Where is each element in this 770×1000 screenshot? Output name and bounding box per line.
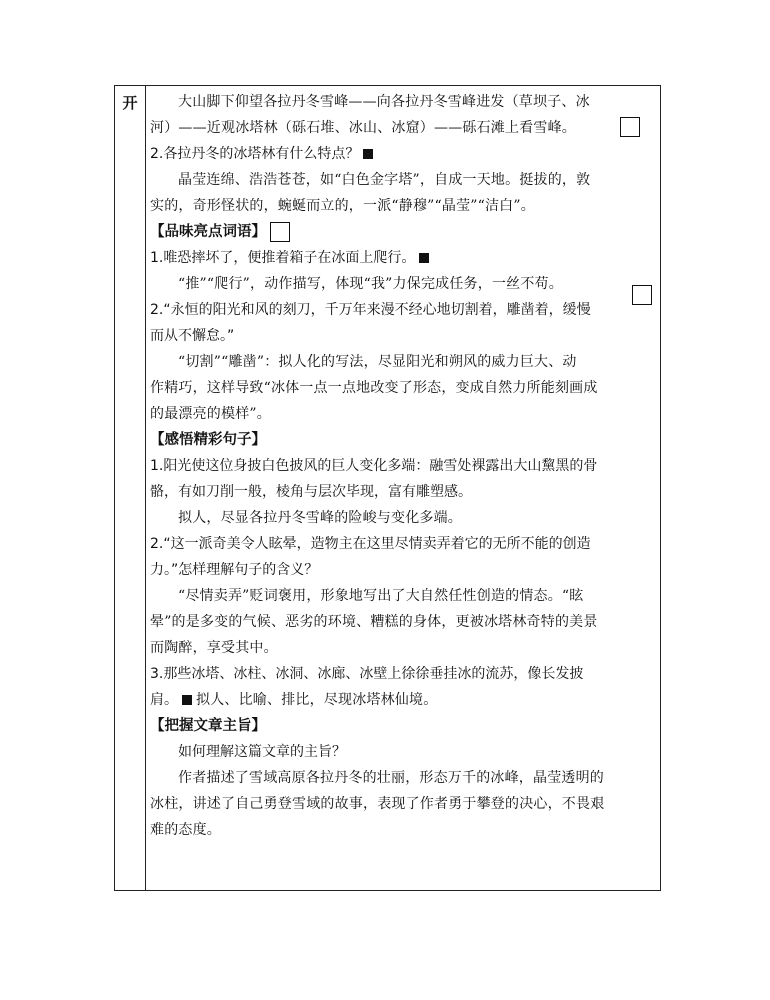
square-marker-icon <box>363 149 373 159</box>
answer-line: “尽情卖弄”贬词褒用，形象地写出了大自然任性创造的情态。“眩 <box>178 588 584 604</box>
section-heading-sentences: 【感悟精彩句子】 <box>150 432 266 448</box>
heading-text: 【品味亮点词语】 <box>150 224 266 240</box>
question-line: 2.“永恒的阳光和风的刻刀，千万年来漫不经心地切割着，雕凿着，缓慢 <box>150 302 591 318</box>
answer-box[interactable] <box>270 222 290 242</box>
side-label: 开 <box>122 94 138 112</box>
question-line: 骼，有如刀削一般，棱角与层次毕现，富有雕塑感。 <box>150 484 472 500</box>
question-tower <box>150 141 658 167</box>
square-marker-icon <box>419 253 429 263</box>
intro-line: 河）——近观冰塔林（砾石堆、冰山、冰窟）——砾石滩上看雪峰。 <box>150 120 576 136</box>
section-heading-theme: 【把握文章主旨】 <box>150 718 266 734</box>
answer-line: “切割”“雕凿”：拟人化的写法，尽显阳光和朔风的威力巨大、动 <box>178 354 577 370</box>
question-text: 1.唯恐摔坏了，便推着箱子在冰面上爬行。 <box>150 250 416 266</box>
answer-line: 而陶醉，享受其中。 <box>150 640 278 656</box>
question-text: 肩。 <box>150 692 178 708</box>
answer-line: 冰柱，讲述了自己勇登雪域的故事，表现了作者勇于攀登的决心，不畏艰 <box>150 796 605 812</box>
intro-line: 大山脚下仰望各拉丹冬雪峰——向各拉丹冬雪峰进发（草坝子、冰 <box>178 94 590 110</box>
content-area <box>150 89 658 843</box>
question-line: 1.阳光使这位身披白色披风的巨人变化多端：融雪处裸露出大山黧黑的骨 <box>150 458 598 474</box>
question-text: 2.各拉丹冬的冰塔林有什么特点？ <box>150 146 360 162</box>
column-divider <box>145 85 146 891</box>
answer-line: 晶莹连绵、浩浩苍苍，如“白色金字塔”，自成一天地。挺拔的，敦 <box>178 172 591 188</box>
question-line: 而从不懈怠。” <box>150 328 235 344</box>
answer-line: 的最漂亮的模样”。 <box>150 406 271 422</box>
answer-line: 晕”的是多变的气候、恶劣的环境、糟糕的身体，更被冰塔林奇特的美景 <box>150 614 598 630</box>
section-heading-words <box>150 219 658 245</box>
question-line: 力。”怎样理解句子的含义？ <box>150 562 319 578</box>
question-sentence-3 <box>150 687 658 713</box>
answer-line: 实的，奇形怪状的，蜿蜒而立的，一派“静穆”“晶莹”“洁白”。 <box>150 198 535 214</box>
answer-line: 作者描述了雪域高原各拉丹冬的壮丽，形态万千的冰峰，晶莹透明的 <box>178 770 604 786</box>
question-theme: 如何理解这篇文章的主旨？ <box>178 744 346 760</box>
answer-text: 拟人、比喻、排比，尽现冰塔林仙境。 <box>196 692 438 708</box>
question-word-1 <box>150 245 658 271</box>
answer-line: 难的态度。 <box>150 822 221 838</box>
answer-line: 拟人，尽显各拉丹冬雪峰的险峻与变化多端。 <box>178 510 462 526</box>
question-line: 3.那些冰塔、冰柱、冰洞、冰廊、冰壁上徐徐垂挂冰的流苏，像长发披 <box>150 666 584 682</box>
square-marker-icon <box>182 695 192 705</box>
answer-line: 作精巧，这样导致“冰体一点一点地改变了形态，变成自然力所能刻画成 <box>150 380 598 396</box>
answer-line: “推”“爬行”，动作描写，体现“我”力保完成任务，一丝不苟。 <box>178 276 563 292</box>
question-line: 2.“这一派奇美令人眩晕，造物主在这里尽情卖弄着它的无所不能的创造 <box>150 536 591 552</box>
